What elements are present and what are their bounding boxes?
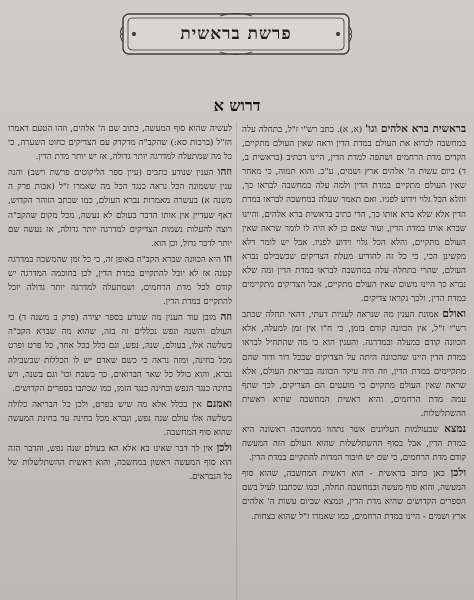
paragraph-text: מובן עוד הענין מה שנודע בספר יצירה (פרק ב משנה ד) כי העולם והשנה ונפש נכללים זה בזה, שהוא מה שברא הקב"ה בשלשה אלו, בעולם, שנה, נפש, וגם כלל בכל אחד, כל פרט ופרט מכל בחינה, ומזה נראה כי כשם שאדם יש לו הכללות שבשבילה נברא, והוא כולל כל שאר הברואים, כך בשבת וכו' וגם בשנה, ויש בחינה כנגד הנפש ובחינה כנגד הזמן, כמו שכתבו בספרים הקדושים. [8, 313, 232, 394]
paragraph [242, 466, 466, 523]
section-title: דרוש א [213, 96, 261, 115]
paragraph-lead-word: בראשית ברא אלהים וגו' [365, 123, 466, 135]
paragraph-text: אין לך דבר שאינו בא אלא הא בעולם שנה נפש, והדבר הזה הוא סוף המעשה ראשון במחשבה, והוא ראשית ההשתלשלות של כל הנבראים. [8, 444, 232, 483]
paragraph [8, 397, 232, 440]
paragraph [8, 441, 232, 484]
paragraph-lead-word: וזהו [217, 166, 232, 179]
paragraph [242, 307, 466, 421]
paragraph [242, 122, 466, 306]
paragraph [242, 422, 466, 465]
paragraph-text: (א, א). כתב רש"י ז"ל, בתחלה עלה במחשבה לברוא את העולם במדת הדין וראה שאין העולם מתקיים, הקדים מדת הרחמים ושתפה למדת הדין, היינו דכתיב (בראשית ב, ד) ביום עשות ה' אלהים ארץ ושמים, ע"כ. והוא תמוה, כי מאחר שאין העולם מתקיים במדת הדין ולמה עלה במחשבה לבראו כך, והלא הכל גלוי וידוע לפניו. ואם תאמר שעלה במחשבה לבראו במדת הדין אלא שלא ברא אותו כך, הרי כתיב בראשית ברא אלהים, והיינו שברא אותו במדת הדין, ועוד שאם כן לא היה לו לומר שראה שאין העולם מתקיים, והלא הכל גלוי וידוע לפניו. אבל יש לומר דלא מקשינן הכי, כי כל זה להודיע מעלת הצדיקים שבשבילם נברא העולם, שהרי בתחלה עלה במחשבה לבראו במדת הדין ומה שלא נברא כך היינו משום שאין העולם מתקיים, אבל הצדיקים מתקיימים במדת הדין, ולכך נקראו צדיקים. [242, 125, 466, 305]
paragraph [8, 252, 232, 309]
running-title: פרשת בראשית [180, 24, 292, 44]
paragraph-lead-word: נמצא [444, 422, 466, 435]
paragraph-text: היא הכוונה שברא הקב"ה באופן זה, כי כל זמן שהמשכה במדרגה קטנה אז לא יוכל להתקיים במדת הדין, לכן בחוכמה המדרגה יש קודם לכל מדת הרחמים, ושמתעלה למדרגה יותר גדולה יוכל להתקיים במדת הדין. [8, 254, 232, 308]
paragraph-lead-word: ולכן [450, 467, 466, 480]
paragraph-lead-word: וזו [223, 252, 232, 265]
paragraph [8, 165, 232, 251]
paragraph-lead-word: וזה [220, 311, 232, 324]
paragraph-lead-word: ואולם [442, 308, 466, 321]
left-column [8, 122, 232, 600]
right-column [242, 122, 466, 600]
paragraph-text: שבעולמות העליונים אשר נתהוו ממחשבה ראשונה היא במדת הדין, אבל בסוף ההשתלשלות שהוא העולם הזה המעשה קודם מדת הרחמים, כי שם יש חיבור המדות להתקיים במדת הדין. [242, 424, 466, 464]
paragraph-text: אמונת הענין מה שנראה לעניות דעתי, דהאי תחלה שכתב רש"י ז"ל, אין הכוונה קודם בזמן, כי ח"ו אין זמן למעלה, אלא הכוונה קודם במעלה ובמדרגה. והענין הוא כי מה שהתחיל לבראו במדת הדין היינו שהכוונה היתה על הצדיקים שבכל דור ודור שהם מתקיימים במדת הדין, וזה היה עיקר הכוונה בבריאת העולם, אלא שראה שאין העולם מתקיים כי מועטים הם הצדיקים, לכך שתף עמה מדת הרחמים, והיא ראשית המחשבה שהיא ראשית ההשתלשלות. [242, 310, 466, 419]
paragraph [8, 122, 232, 164]
running-head [120, 10, 352, 58]
paragraph-text: הענין שנודע כתבים (עיין ספר הליקוטים פרשת וישב) והנה ענין ששמונה הכל נראה כנגד הכל מה שאמרו ז"ל (אבות פרק ה משנה א) בעשרה מאמרות נברא העולם, כמו שכתב הזוהר הקדוש, דאף שעדיין אין אותו הדבר בעולם לא נעשה, מכל מקום שהקב"ה רוצה להעלות נשמות הצדיקים למדרגה יותר גדולה, אז נעשה שם יותר לדבר גדול, וכן הוא. [8, 168, 232, 249]
paragraph-text: כאן כתוב בראשית - הוא ראשית המחשבה, שהוא סוף המעשה, והוא סוף מעשה ובמחשבה תחלה, וכמו שכתבנו לעיל בשם הספרים הקדושים שהיא מדת הדין, ונמצא שביום עשות ה' אלהים ארץ ושמים - היינו במדת הרחמים, כמו שאמרו ז"ל שהוא בצחות. [242, 469, 466, 522]
paragraph-text: אין בכלל אלא מה שיש בפרט, ולכן כל הבריאה כלולה בשלשה אלו עולם שנה נפש, ונברא מכל בחינה עד בחינת המעשה שהוא סוף המחשבה. [8, 399, 232, 438]
paragraph-lead-word: ולכן [216, 442, 232, 455]
paragraph-text: לעשיה שהוא סוף המעשה, כתוב שם ה' אלהים, וזהו הטעם דאמרו חז"ל (ברכות סא:) שהקב"ה מדקדק עם הצדיקים כחוט השערה, כי כל מה שמתעלה למדרגה יותר גדולה, אז יש יותר מדת הדין. [8, 124, 232, 163]
text-columns [8, 122, 466, 600]
paragraph [8, 310, 232, 396]
paragraph-lead-word: ואמנם [206, 397, 232, 410]
